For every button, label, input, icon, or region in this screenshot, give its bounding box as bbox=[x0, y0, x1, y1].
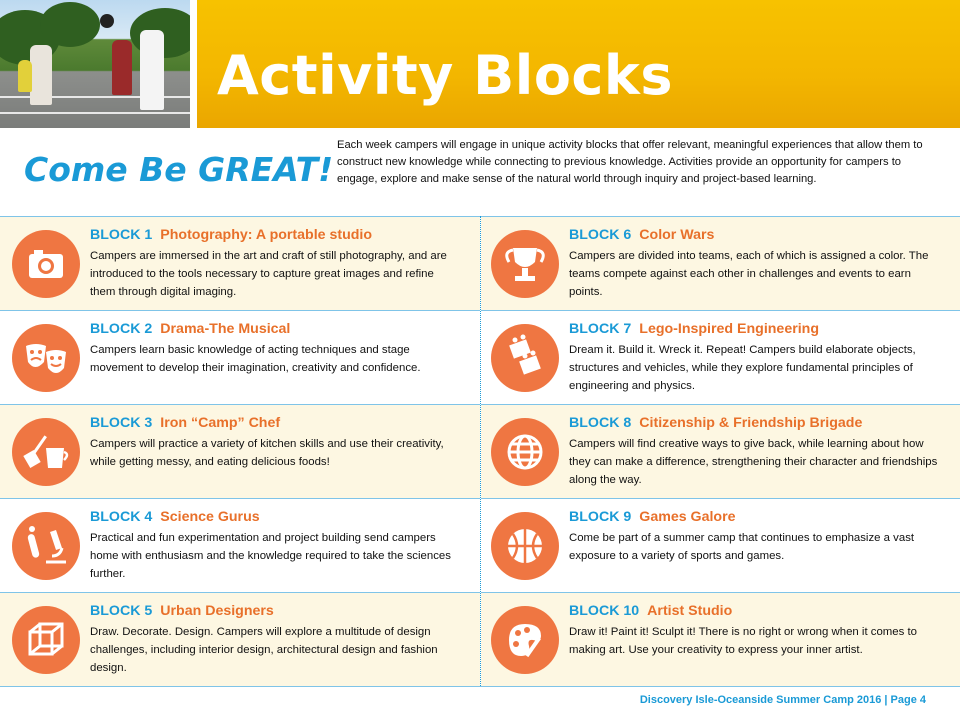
block-name: Drama-The Musical bbox=[160, 321, 291, 337]
cube-icon bbox=[12, 606, 80, 674]
block-name: Color Wars bbox=[639, 227, 715, 243]
block-name: Iron “Camp” Chef bbox=[160, 415, 281, 431]
block-label: BLOCK 6 bbox=[569, 227, 632, 243]
block-card bbox=[0, 216, 480, 310]
block-label: BLOCK 2 bbox=[90, 321, 153, 337]
block-description: Campers are immersed in the art and craft of still photography, and are introduced to the tools necessary to capture great images and refine them through digital imaging. bbox=[90, 250, 447, 298]
block-name: Science Gurus bbox=[160, 509, 260, 525]
basketball-icon bbox=[491, 512, 559, 580]
block-description: Campers will find creative ways to give back, while learning about how they can make a difference, strengthening their character and friendships along the way. bbox=[569, 438, 938, 486]
block-description: Campers are divided into teams, each of which is assigned a color. The teams compete against each other in challenges and events to earn points. bbox=[569, 250, 929, 298]
globe-icon bbox=[491, 418, 559, 486]
theater-masks-icon bbox=[12, 324, 80, 392]
block-card bbox=[481, 498, 960, 592]
block-label: BLOCK 4 bbox=[90, 509, 153, 525]
paint-palette-icon bbox=[491, 606, 559, 674]
block-card bbox=[481, 310, 960, 404]
block-name: Games Galore bbox=[639, 509, 736, 525]
block-description: Dream it. Build it. Wreck it. Repeat! Campers build elaborate objects, structures and vehicles, while they explore fundamental principles of engineering and physics. bbox=[569, 344, 916, 392]
block-label: BLOCK 1 bbox=[90, 227, 153, 243]
block-description: Campers will practice a variety of kitchen skills and use their creativity, while getting messy, and eating delicious foods! bbox=[90, 438, 444, 468]
block-label: BLOCK 5 bbox=[90, 603, 153, 619]
block-name: Artist Studio bbox=[647, 603, 733, 619]
intro-paragraph: Each week campers will engage in unique activity blocks that offer relevant, meaningful experiences that allow them to construct new knowledge while connecting to previous knowledge. Activities provide an opportunity for campers to engage, explore and make sense of the natural world through inquiry and project-based learning. bbox=[337, 139, 923, 185]
block-name: Lego-Inspired Engineering bbox=[639, 321, 820, 337]
page-title: Activity Blocks bbox=[217, 44, 673, 107]
block-name: Photography: A portable studio bbox=[160, 227, 373, 243]
tagline: Come Be GREAT! bbox=[24, 150, 334, 189]
footer bbox=[0, 686, 960, 721]
block-card bbox=[0, 310, 480, 404]
block-description: Practical and fun experimentation and project building send campers home with enthusiasm and the knowledge required to take the sciences further. bbox=[90, 532, 451, 580]
block-card bbox=[0, 592, 480, 686]
block-card bbox=[481, 592, 960, 686]
block-card bbox=[0, 498, 480, 592]
camera-icon bbox=[12, 230, 80, 298]
footer-text: Discovery Isle-Oceanside Summer Camp 2016 | Page 4 bbox=[639, 694, 926, 706]
block-name: Urban Designers bbox=[160, 603, 274, 619]
block-label: BLOCK 7 bbox=[569, 321, 632, 337]
building-bricks-icon bbox=[491, 324, 559, 392]
trophy-icon bbox=[491, 230, 559, 298]
block-name: Citizenship & Friendship Brigade bbox=[639, 415, 863, 431]
header-photo-kids-basketball bbox=[0, 0, 190, 128]
activity-blocks-grid bbox=[0, 216, 960, 686]
block-label: BLOCK 10 bbox=[569, 603, 640, 619]
block-description: Come be part of a summer camp that continues to emphasize a vast exposure to a variety of sports and games. bbox=[569, 532, 915, 562]
microscope-icon bbox=[12, 512, 80, 580]
block-description: Draw it! Paint it! Sculpt it! There is no right or wrong when it comes to making art. Use your creativity to express your inner artist. bbox=[569, 626, 917, 656]
block-card bbox=[481, 216, 960, 310]
title-banner bbox=[197, 0, 960, 128]
block-description: Draw. Decorate. Design. Campers will explore a multitude of design challenges, including interior design, architectural design and fashion design. bbox=[90, 626, 438, 674]
block-description: Campers learn basic knowledge of acting techniques and stage movement to develop their imagination, creativity and confidence. bbox=[90, 344, 421, 374]
block-label: BLOCK 3 bbox=[90, 415, 153, 431]
block-card bbox=[0, 404, 480, 498]
block-label: BLOCK 8 bbox=[569, 415, 632, 431]
kitchen-utensils-icon bbox=[12, 418, 80, 486]
block-card bbox=[481, 404, 960, 498]
block-label: BLOCK 9 bbox=[569, 509, 632, 525]
